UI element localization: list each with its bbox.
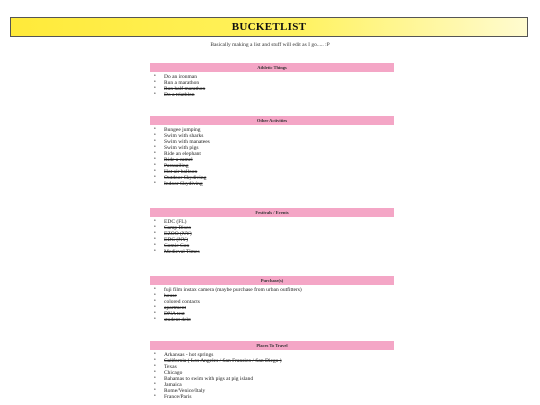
- list-item: • Indoor Skydiving: [150, 181, 394, 187]
- list-item: • Hot air balloon: [150, 169, 394, 175]
- item-list: [150, 127, 394, 187]
- section-purchases: [150, 276, 394, 323]
- title-banner: [10, 17, 528, 37]
- section-header: Athletic Things: [150, 63, 394, 72]
- list-item: • Medieval Times: [150, 249, 394, 255]
- section-header: Purchase(s): [150, 276, 394, 285]
- section-header: Places To Travel: [150, 341, 394, 350]
- list-item: • apartment: [150, 305, 394, 311]
- item-list: [150, 74, 394, 98]
- list-item: • fuji film instax camera (maybe purchase from urban outfitters): [150, 287, 394, 293]
- list-item: • Arkansas - hot springs: [150, 352, 394, 358]
- list-item: • France/Paris: [150, 394, 394, 400]
- list-item: • Comic Con: [150, 243, 394, 249]
- list-item: • Do an ironman: [150, 74, 394, 80]
- list-item: • Chicago: [150, 370, 394, 376]
- list-item: • Do a triathlon: [150, 92, 394, 98]
- section-festivals-events: [150, 208, 394, 255]
- list-item: • Outdoor Skydiving: [150, 175, 394, 181]
- section-header: Other Activities: [150, 116, 394, 125]
- list-item: • California ( Los Angeles / San Fransico / San Diego ): [150, 358, 394, 364]
- list-item: • EDC (NY): [150, 237, 394, 243]
- list-item: • house: [150, 293, 394, 299]
- list-item: • Ride an elephant: [150, 151, 394, 157]
- list-item: • Swim with pigs: [150, 145, 394, 151]
- list-item: • EZOO (NY): [150, 231, 394, 237]
- list-item: • Bahamas to swim with pigs at pig island: [150, 376, 394, 382]
- list-item: • Swim with manatees: [150, 139, 394, 145]
- section-other-activities: [150, 116, 394, 187]
- item-list: [150, 352, 394, 400]
- section-header: Festivals / Events: [150, 208, 394, 217]
- list-item: • EDC (FL): [150, 219, 394, 225]
- list-item: • Camp Bisco: [150, 225, 394, 231]
- list-item: • Run half marathon: [150, 86, 394, 92]
- item-list: [150, 219, 394, 255]
- page-title: BUCKETLIST: [231, 21, 307, 33]
- list-item: • student debt: [150, 317, 394, 323]
- page-subtitle: Basically making a list and stuff will edit as I go..... :P: [210, 42, 330, 48]
- list-item: • Run a marathon: [150, 80, 394, 86]
- list-item: • DNA test: [150, 311, 394, 317]
- list-item: • Parasailing: [150, 163, 394, 169]
- section-places-to-travel: [150, 341, 394, 400]
- list-item: • Jamaica: [150, 382, 394, 388]
- list-item: • colored contacts: [150, 299, 394, 305]
- list-item: • Swim with sharks: [150, 133, 394, 139]
- list-item: • Ride a camel: [150, 157, 394, 163]
- list-item: • Rome/Venice/Italy: [150, 388, 394, 394]
- list-item: • Texas: [150, 364, 394, 370]
- list-item: • Bungee jumping: [150, 127, 394, 133]
- section-athletic-things: [150, 63, 394, 98]
- item-list: [150, 287, 394, 323]
